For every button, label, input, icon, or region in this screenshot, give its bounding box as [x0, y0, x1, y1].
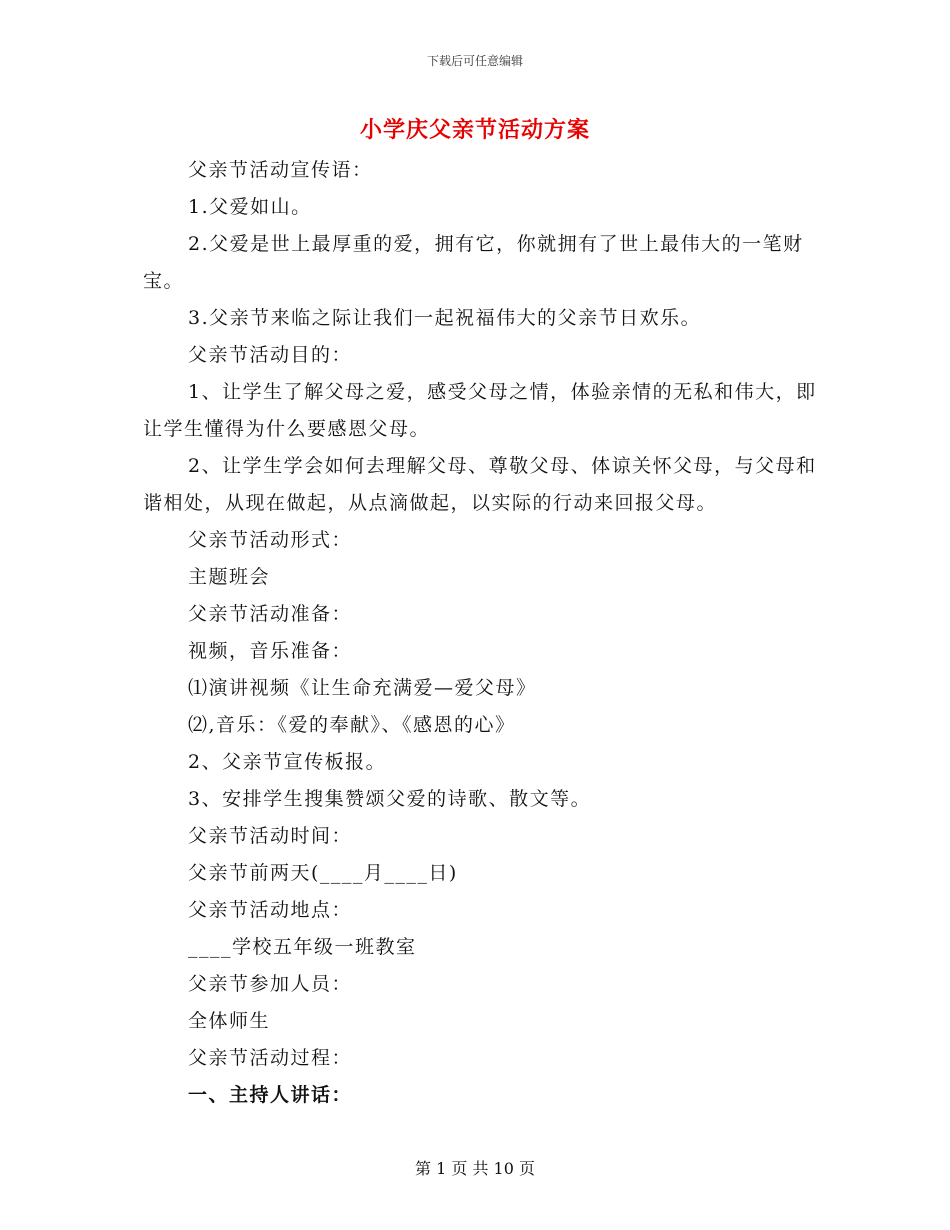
paragraph: 父亲节活动形式： [188, 529, 353, 551]
paragraph: 父亲节参加人员： [188, 973, 353, 995]
paragraph: 父亲节活动地点： [188, 899, 353, 921]
paragraph: 3、安排学生搜集赞颂父爱的诗歌、散文等。 [188, 788, 592, 810]
paragraph: 视频，音乐准备： [188, 640, 353, 662]
paragraph: 2、让学生学会如何去理解父母、尊敬父母、体谅关怀父母，与父母和谐相处，从现在做起，从点滴做起，以实际的行动来回报父母。 [143, 455, 817, 514]
document-body [143, 152, 823, 1114]
paragraph: 1、让学生了解父母之爱，感受父母之情，体验亲情的无私和伟大，即让学生懂得为什么要感恩父母。 [143, 381, 817, 440]
header-note: 下载后可任意编辑 [426, 54, 523, 68]
paragraph: 2.父爱是世上最厚重的爱，拥有它，你就拥有了世上最伟大的一笔财宝。 [143, 233, 804, 292]
paragraph: 父亲节前两天(____月____日) [188, 862, 458, 884]
paragraph: 父亲节活动过程： [188, 1047, 353, 1069]
page-number: 第 1 页 共 10 页 [415, 1159, 535, 1178]
document-title: 小学庆父亲节活动方案 [359, 117, 590, 143]
paragraph: 主题班会 [188, 566, 271, 588]
paragraph: 全体师生 [188, 1010, 271, 1032]
section-heading: 一、主持人讲话： [188, 1084, 353, 1106]
paragraph: 父亲节活动时间： [188, 825, 353, 847]
paragraph: 父亲节活动目的： [188, 344, 353, 366]
paragraph: 父亲节活动准备： [188, 603, 353, 625]
paragraph: 3.父亲节来临之际让我们一起祝福伟大的父亲节日欢乐。 [188, 307, 702, 329]
paragraph: ____学校五年级一班教室 [188, 936, 417, 958]
paragraph: 父亲节活动宣传语： [188, 159, 373, 181]
paragraph: ⑵,音乐：《爱的奉献》、《感恩的心》 [188, 714, 516, 736]
paragraph: 2、父亲节宣传板报。 [188, 751, 387, 773]
paragraph: 1.父爱如山。 [188, 196, 312, 218]
paragraph: ⑴演讲视频《让生命充满爱—爱父母》 [188, 677, 537, 699]
